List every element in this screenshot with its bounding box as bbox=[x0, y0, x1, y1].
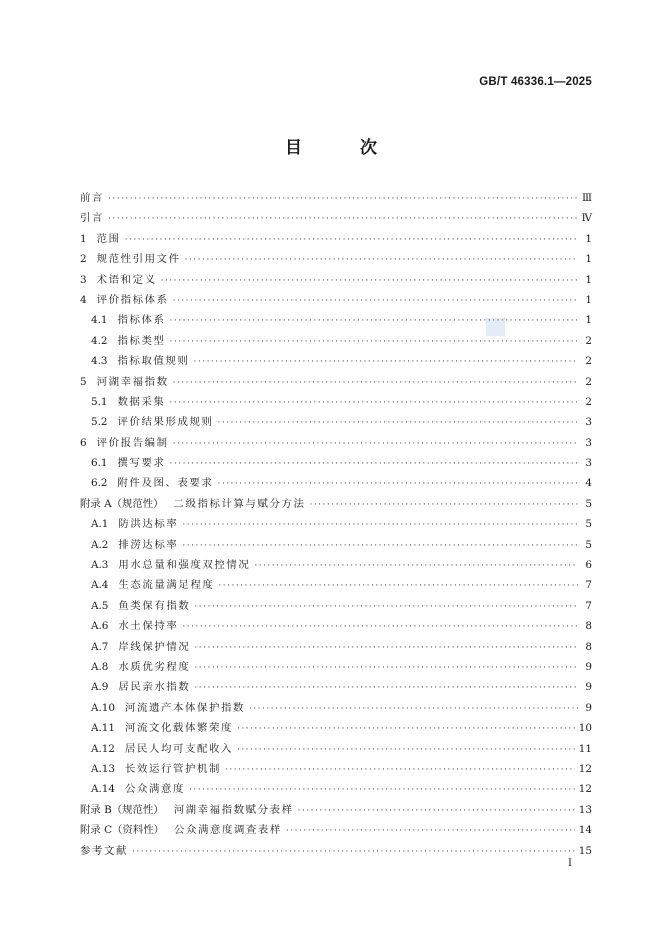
toc-entry-page: 11 bbox=[578, 742, 592, 755]
toc-entry-number: 1 bbox=[80, 232, 87, 245]
toc-entry-number: 4 bbox=[80, 293, 87, 306]
toc-entry-number: 附录 B（规范性） bbox=[80, 803, 164, 816]
toc-entry-number: A.4 bbox=[91, 579, 109, 592]
toc-entry[interactable] bbox=[80, 759, 592, 779]
toc-entry-page: 6 bbox=[585, 559, 592, 572]
toc-entry-number: A.8 bbox=[91, 660, 109, 673]
toc-leader-dots bbox=[182, 515, 578, 535]
toc-entry[interactable] bbox=[80, 677, 592, 697]
toc-entry[interactable] bbox=[80, 575, 592, 595]
toc-entry-label: 河流文化载体繁荣度 bbox=[125, 722, 233, 735]
toc-entry-number: 4.1 bbox=[91, 314, 108, 327]
toc-leader-dots bbox=[237, 740, 575, 760]
toc-entry-label: 水质优劣程度 bbox=[118, 660, 191, 673]
toc-leader-dots bbox=[286, 821, 575, 841]
toc-entry-label: 鱼类保有指数 bbox=[118, 599, 191, 612]
toc-entry-number: 5 bbox=[80, 375, 87, 388]
toc-entry-label: 规范性引用文件 bbox=[96, 253, 181, 266]
toc-entry-number: 6.2 bbox=[91, 477, 108, 490]
toc-entry[interactable] bbox=[80, 290, 592, 310]
toc-entry-label: 居民人均可支配收入 bbox=[125, 742, 233, 755]
toc-entry[interactable] bbox=[80, 779, 592, 799]
toc-entry-page: 7 bbox=[585, 579, 592, 592]
toc-leader-dots bbox=[170, 454, 579, 474]
toc-entry-page: 2 bbox=[585, 375, 592, 388]
toc-entry-number: A.3 bbox=[91, 559, 109, 572]
toc-entry-page: 1 bbox=[585, 293, 592, 306]
toc-entry-label: 评价指标体系 bbox=[96, 293, 169, 306]
toc-leader-dots bbox=[194, 678, 578, 698]
toc-entry-number: 4.3 bbox=[91, 355, 108, 368]
toc-entry-number: A.1 bbox=[91, 518, 109, 531]
toc-entry-label: 河流遗产本体保护指数 bbox=[125, 701, 245, 714]
toc-entry[interactable] bbox=[80, 800, 592, 820]
toc-entry-label: 居民亲水指数 bbox=[118, 681, 191, 694]
toc-entry[interactable] bbox=[80, 820, 592, 840]
toc-entry-number: 3 bbox=[80, 273, 87, 286]
toc-leader-dots bbox=[189, 780, 575, 800]
toc-entry-label: 范围 bbox=[96, 232, 121, 245]
toc-entry-label: 前言 bbox=[80, 192, 104, 204]
toc-entry-number: 附录 A（规范性） bbox=[80, 497, 164, 510]
toc-entry-page: 12 bbox=[578, 762, 592, 775]
toc-entry-page: 10 bbox=[578, 722, 592, 735]
toc-entry[interactable] bbox=[80, 596, 592, 616]
toc-entry[interactable] bbox=[80, 412, 592, 432]
toc-entry-page: 1 bbox=[585, 232, 592, 245]
toc-entry-page: 3 bbox=[585, 436, 592, 449]
toc-entry-label: 指标体系 bbox=[117, 314, 166, 327]
toc-entry[interactable] bbox=[80, 637, 592, 657]
toc-leader-dots bbox=[173, 373, 578, 393]
toc-leader-dots bbox=[237, 719, 575, 739]
toc-entry-page: 3 bbox=[585, 457, 592, 470]
toc-entry-label: 河湖幸福指数 bbox=[96, 375, 169, 388]
toc-entry-number: A.14 bbox=[91, 783, 116, 796]
toc-entry[interactable] bbox=[80, 453, 592, 473]
toc-leader-dots bbox=[193, 352, 578, 372]
toc-entry-page: 1 bbox=[585, 314, 592, 327]
toc-entry[interactable] bbox=[80, 473, 592, 493]
toc-entry-number: 5.1 bbox=[91, 395, 108, 408]
toc-entry[interactable] bbox=[80, 310, 592, 330]
toc-entry-number: A.12 bbox=[91, 742, 116, 755]
toc-entry-label: 岸线保护情况 bbox=[118, 640, 191, 653]
toc-entry-page: 4 bbox=[585, 477, 592, 490]
toc-entry-label: 水土保持率 bbox=[118, 620, 179, 633]
toc-entry-label: 撰写要求 bbox=[117, 457, 166, 470]
toc-entry-page: 9 bbox=[585, 701, 592, 714]
toc-entry-number: 5.2 bbox=[91, 416, 108, 429]
toc-leader-dots bbox=[182, 536, 578, 556]
toc-leader-dots bbox=[309, 495, 578, 515]
toc-entry[interactable] bbox=[80, 616, 592, 636]
toc-entry-number: A.5 bbox=[91, 599, 109, 612]
toc-entry-page: 5 bbox=[585, 497, 592, 510]
toc-entry[interactable] bbox=[80, 698, 592, 718]
toc-entry[interactable] bbox=[80, 229, 592, 249]
toc-leader-dots bbox=[170, 332, 579, 352]
toc-entry-page: 9 bbox=[585, 681, 592, 694]
toc-entry[interactable] bbox=[80, 555, 592, 575]
toc-entry-page: 14 bbox=[578, 824, 592, 837]
toc-entry-label: 指标类型 bbox=[117, 334, 166, 347]
toc-entry-number: A.6 bbox=[91, 620, 109, 633]
toc-entry-page: 13 bbox=[578, 803, 592, 816]
toc-leader-dots bbox=[225, 760, 575, 780]
toc-leader-dots bbox=[217, 413, 578, 433]
toc-entry[interactable] bbox=[80, 514, 592, 534]
toc-leader-dots bbox=[125, 230, 578, 250]
toc-entry-page: 7 bbox=[585, 599, 592, 612]
toc-leader-dots bbox=[182, 617, 578, 637]
toc-entry-number: A.2 bbox=[91, 538, 109, 551]
toc-entry[interactable] bbox=[80, 351, 592, 371]
toc-leader-dots bbox=[217, 474, 578, 494]
toc-entry-label: 参考文献 bbox=[80, 844, 128, 857]
toc-leader-dots bbox=[108, 209, 578, 229]
toc-entry[interactable] bbox=[80, 718, 592, 738]
toc-entry-label: 指标取值规则 bbox=[117, 355, 190, 368]
toc-entry-label: 长效运行管护机制 bbox=[125, 762, 221, 775]
toc-leader-dots bbox=[194, 638, 578, 658]
toc-entry-page: 5 bbox=[585, 538, 592, 551]
toc-entry-number: A.11 bbox=[91, 722, 116, 735]
toc-leader-dots bbox=[194, 658, 578, 678]
toc-entry-label: 数据采集 bbox=[117, 395, 166, 408]
toc-entry-page: Ⅲ bbox=[581, 192, 592, 204]
toc-entry-label: 引言 bbox=[80, 212, 104, 225]
toc-entry-label: 评价结果形成规则 bbox=[117, 416, 214, 429]
toc-entry[interactable] bbox=[80, 188, 592, 208]
toc-leader-dots bbox=[170, 393, 579, 413]
toc-entry-number: 附录 C（资料性） bbox=[80, 824, 164, 837]
toc-leader-dots bbox=[249, 699, 578, 719]
toc-leader-dots bbox=[185, 250, 578, 270]
toc-leader-dots bbox=[218, 576, 578, 596]
toc-entry-page: 5 bbox=[585, 518, 592, 531]
toc-entry[interactable] bbox=[80, 433, 592, 453]
toc-entry-label: 用水总量和强度双控情况 bbox=[118, 559, 251, 572]
page-title: 目 次 bbox=[285, 138, 403, 158]
toc-leader-dots bbox=[194, 597, 578, 617]
toc-entry-label: 附件及图、表要求 bbox=[117, 477, 214, 490]
toc-entry[interactable] bbox=[80, 331, 592, 351]
toc-entry-page: 2 bbox=[585, 334, 592, 347]
toc-entry-page: 1 bbox=[585, 253, 592, 266]
toc-leader-dots bbox=[254, 556, 578, 576]
toc-entry-number: 2 bbox=[80, 253, 87, 266]
toc-entry-label: 河湖幸福指数赋分表样 bbox=[173, 803, 294, 816]
toc-leader-dots bbox=[298, 801, 575, 821]
toc-entry-page: 15 bbox=[578, 844, 592, 857]
toc-leader-dots bbox=[173, 291, 578, 311]
toc-entry[interactable] bbox=[80, 249, 592, 269]
toc-entry[interactable] bbox=[80, 841, 592, 861]
toc-entry-page: 3 bbox=[585, 416, 592, 429]
table-of-contents bbox=[80, 188, 592, 861]
toc-entry-page: 9 bbox=[585, 660, 592, 673]
toc-entry[interactable] bbox=[80, 392, 592, 412]
page-number: Ⅰ bbox=[568, 858, 572, 869]
toc-entry-number: 4.2 bbox=[91, 334, 108, 347]
toc-entry[interactable] bbox=[80, 208, 592, 228]
toc-leader-dots bbox=[132, 842, 575, 862]
toc-entry-page: 8 bbox=[585, 640, 592, 653]
toc-entry-number: 6 bbox=[80, 436, 87, 449]
toc-entry-number: A.9 bbox=[91, 681, 109, 694]
toc-entry[interactable] bbox=[80, 535, 592, 555]
toc-entry-label: 排涝达标率 bbox=[118, 538, 179, 551]
toc-entry-label: 公众满意度调查表样 bbox=[174, 824, 282, 837]
toc-entry-label: 术语和定义 bbox=[96, 273, 157, 286]
toc-entry-number: A.10 bbox=[91, 701, 116, 714]
toc-entry-label: 评价报告编制 bbox=[96, 436, 169, 449]
toc-entry-label: 防洪达标率 bbox=[118, 518, 179, 531]
toc-entry-number: A.7 bbox=[91, 640, 109, 653]
toc-entry-number: 6.1 bbox=[91, 457, 108, 470]
toc-entry-label: 生态流量满足程度 bbox=[118, 579, 215, 592]
toc-entry-page: 8 bbox=[585, 620, 592, 633]
toc-entry-page: 2 bbox=[585, 355, 592, 368]
standard-code: GB/T 46336.1—2025 bbox=[479, 76, 592, 88]
toc-entry[interactable] bbox=[80, 270, 592, 290]
toc-leader-dots bbox=[108, 189, 578, 209]
toc-entry[interactable] bbox=[80, 372, 592, 392]
toc-entry[interactable] bbox=[80, 657, 592, 677]
toc-entry-page: 1 bbox=[585, 273, 592, 286]
toc-entry[interactable] bbox=[80, 739, 592, 759]
toc-leader-dots bbox=[170, 311, 579, 331]
toc-leader-dots bbox=[173, 434, 578, 454]
toc-entry-label: 二级指标计算与赋分方法 bbox=[173, 497, 306, 510]
toc-entry[interactable] bbox=[80, 494, 592, 514]
toc-entry-label: 公众满意度 bbox=[125, 783, 185, 796]
toc-entry-page: 2 bbox=[585, 395, 592, 408]
toc-entry-number: A.13 bbox=[91, 762, 116, 775]
toc-entry-page: Ⅳ bbox=[581, 212, 592, 225]
toc-entry-page: 12 bbox=[578, 783, 592, 796]
toc-leader-dots bbox=[161, 271, 578, 291]
